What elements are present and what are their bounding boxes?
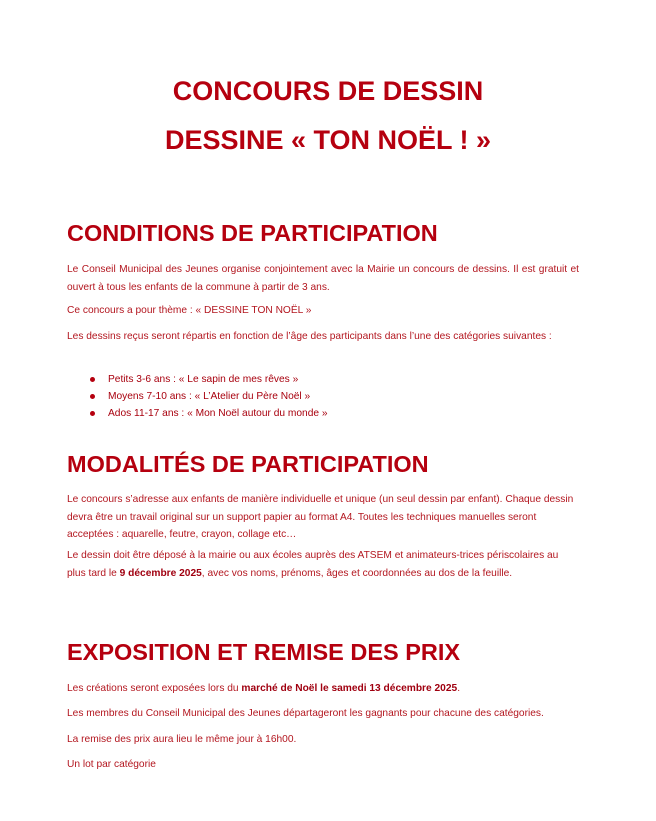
exhibition-date: marché de Noël le samedi 13 décembre 2025 bbox=[241, 683, 458, 694]
bullet-icon bbox=[90, 411, 95, 416]
conditions-theme bbox=[67, 302, 579, 320]
modalites-paragraph-1: Le concours s’adresse aux enfants de manière individuelle et unique (un seul dessin par enfant). Chaque dessin devra être un travail original sur un support papier au format A4. Toutes les techniques manuelles seront acceptées : aquarelle, feutre, crayon, collage etc… bbox=[67, 494, 574, 540]
exhibition-text: Les créations seront exposées lors du bbox=[67, 683, 242, 694]
exposition-line-4: Un lot par catégorie bbox=[67, 759, 156, 770]
section-heading-exposition: EXPOSITION ET REMISE DES PRIX bbox=[67, 639, 461, 665]
deposit-text-end: , avec vos noms, prénoms, âges et coordonnées au dos de la feuille. bbox=[201, 567, 513, 579]
exposition-line-1 bbox=[67, 680, 627, 698]
section-heading-modalites: MODALITÉS DE PARTICIPATION bbox=[67, 451, 429, 477]
conditions-intro: Le Conseil Municipal des Jeunes organise conjointement avec la Mairie un concours de dessins. Il est gratuit et ouvert à tous les enfants de la commune à partir de 3 ans. bbox=[67, 264, 579, 293]
category-label: Petits 3-6 ans : « Le sapin de mes rêves » bbox=[108, 374, 299, 385]
deposit-text: Le dessin doit être déposé à la mairie ou aux écoles auprès des ATSEM et animateurs-trices périscolaires au plus tard le bbox=[67, 550, 559, 579]
category-item bbox=[90, 388, 328, 405]
theme-label: Ce concours a pour thème : bbox=[67, 305, 196, 316]
exposition-line-2: Les membres du Conseil Municipal des Jeunes départageront les gagnants pour chacune des catégories. bbox=[67, 708, 544, 719]
exhibition-text-end: . bbox=[457, 683, 461, 694]
category-item bbox=[90, 405, 328, 422]
modalites-paragraph-2 bbox=[67, 547, 579, 582]
exposition-line-3: La remise des prix aura lieu le même jour à 16h00. bbox=[67, 734, 297, 745]
categories-intro: Les dessins reçus seront répartis en fonction de l’âge des participants dans l’une des catégories suivantes : bbox=[67, 331, 552, 342]
document-subtitle: DESSINE « TON NOËL ! » bbox=[164, 125, 492, 155]
category-label: Moyens 7-10 ans : « L’Atelier du Père Noël » bbox=[108, 391, 311, 402]
bullet-icon bbox=[90, 394, 95, 399]
document-title: CONCOURS DE DESSIN bbox=[172, 76, 484, 106]
theme-value: « DESSINE TON NOËL » bbox=[195, 305, 312, 316]
bullet-icon bbox=[90, 377, 95, 382]
section-heading-conditions: CONDITIONS DE PARTICIPATION bbox=[67, 220, 438, 246]
categories-list bbox=[90, 371, 328, 422]
deadline-date: 9 décembre 2025 bbox=[119, 567, 202, 579]
category-label: Ados 11-17 ans : « Mon Noël autour du monde » bbox=[108, 408, 328, 419]
category-item bbox=[90, 371, 328, 388]
